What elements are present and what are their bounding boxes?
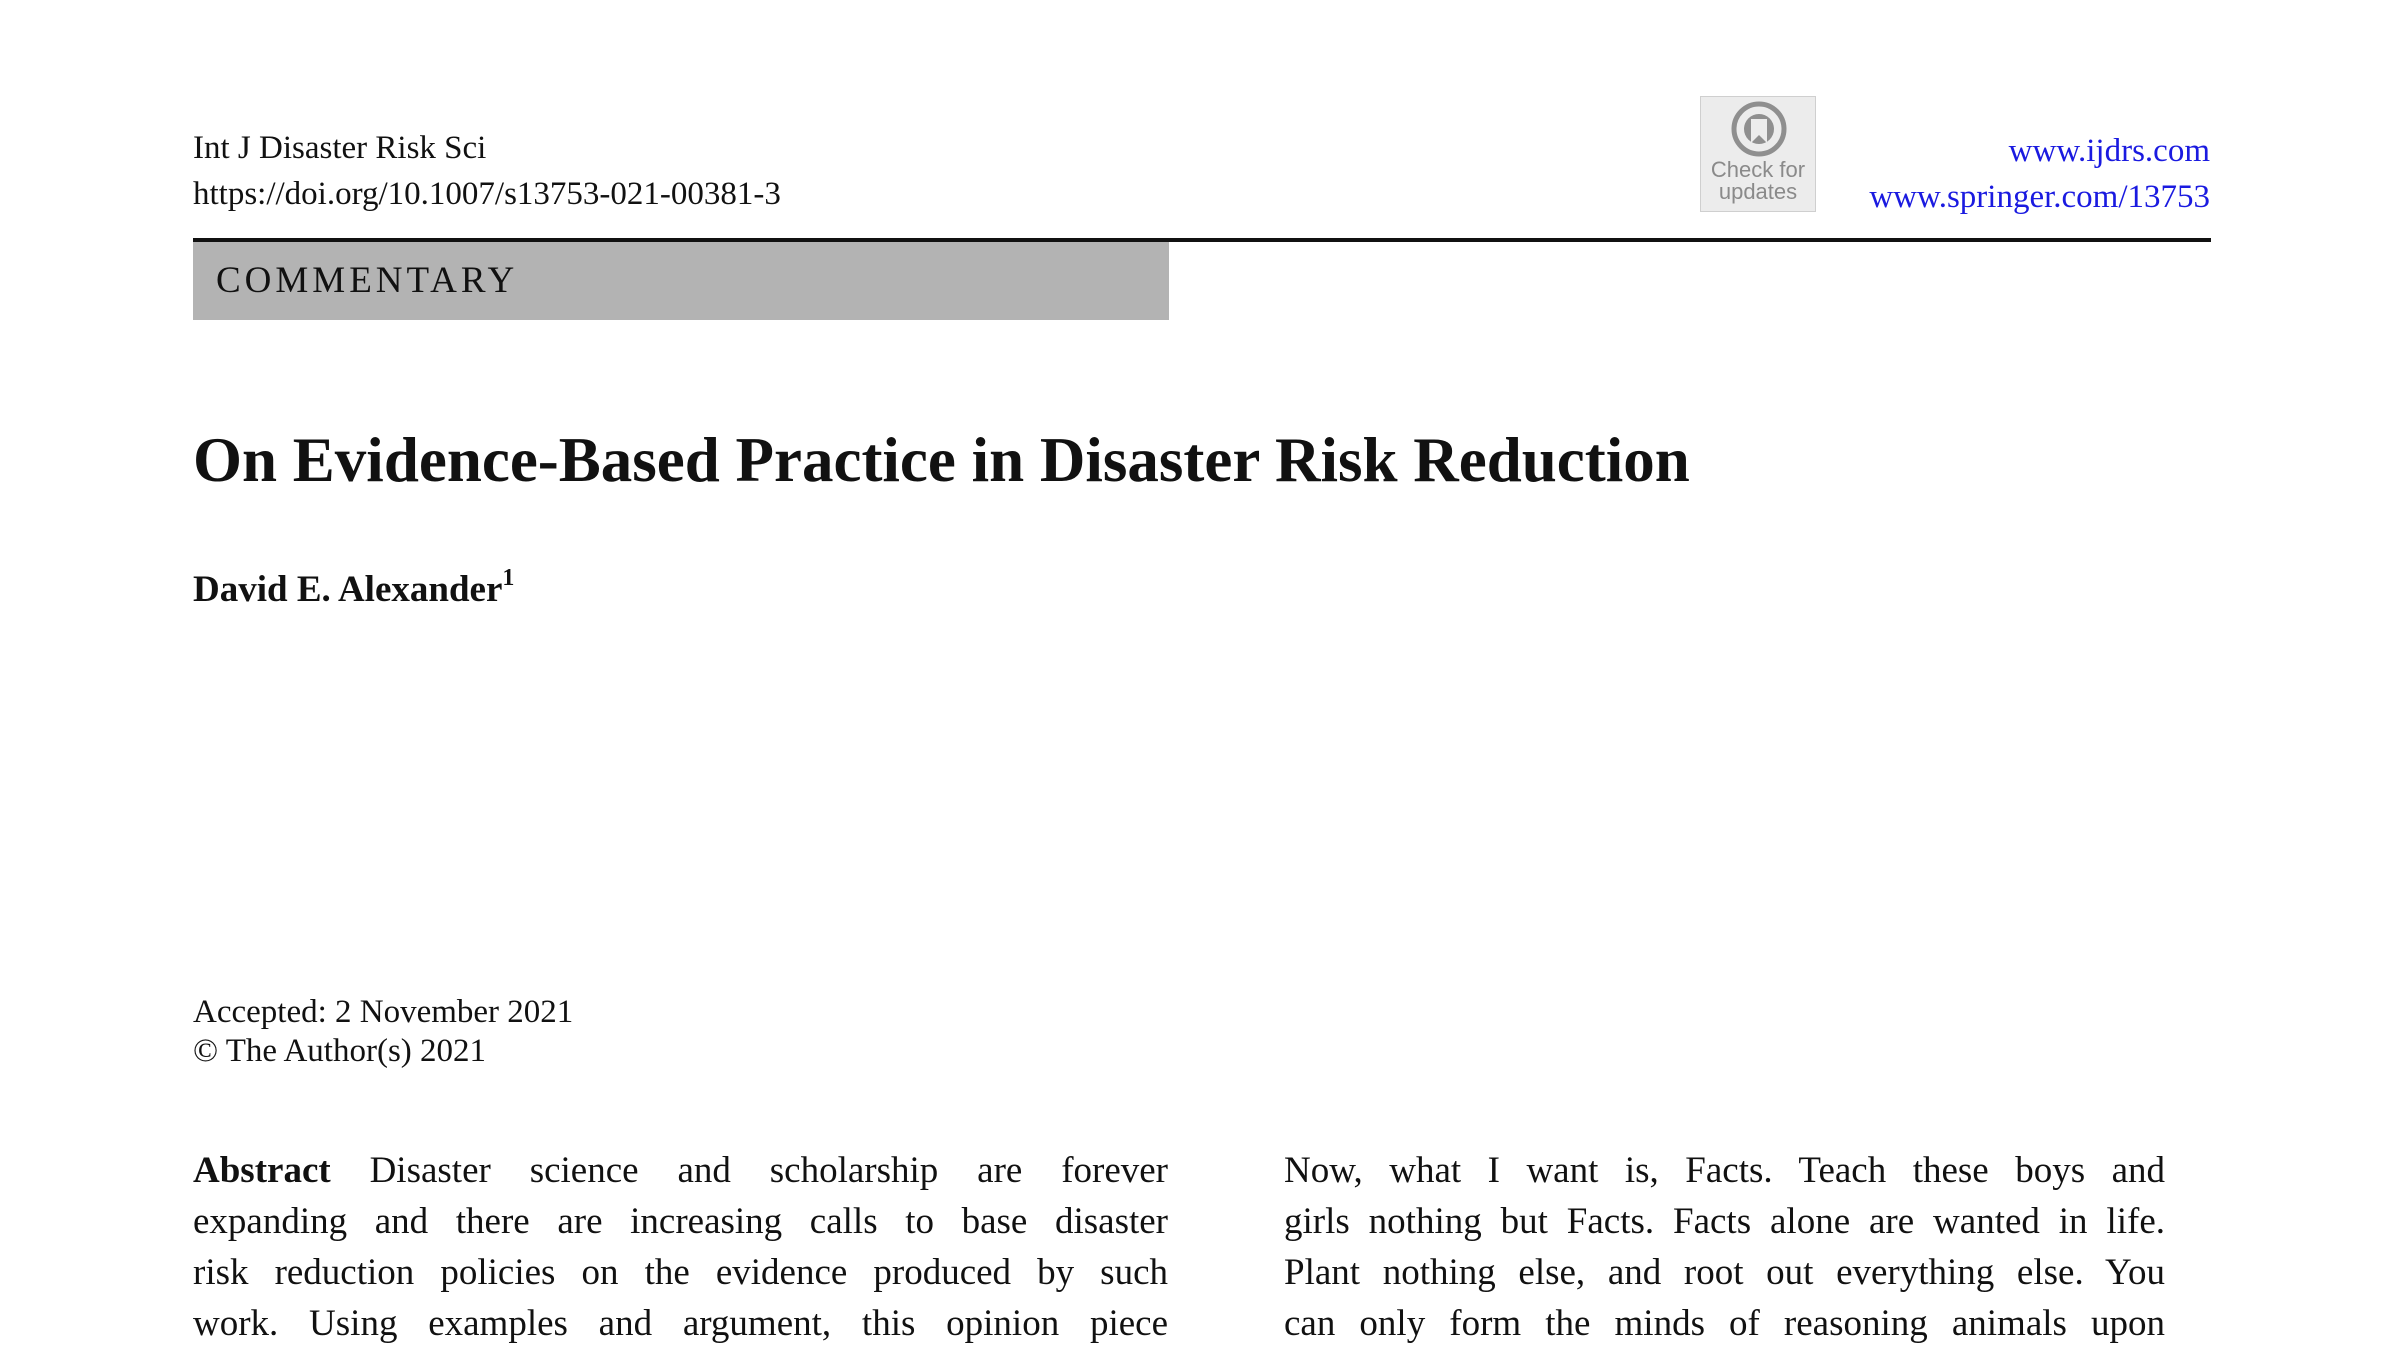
body-line: Plant nothing else, and root out everything else. You bbox=[1284, 1252, 2165, 1293]
ijdrs-link[interactable]: www.ijdrs.com bbox=[2008, 133, 2210, 169]
body-line: Now, what I want is, Facts. Teach these boys and bbox=[1284, 1150, 2165, 1191]
abstract-line: expanding and there are increasing calls to base disaster bbox=[193, 1201, 1168, 1242]
author-name: David E. Alexander bbox=[193, 569, 503, 610]
section-label: COMMENTARY bbox=[216, 260, 519, 301]
journal-name: Int J Disaster Risk Sci bbox=[193, 130, 487, 166]
check-for-updates-label: Check for updates bbox=[1710, 157, 1806, 204]
section-band bbox=[193, 242, 1169, 320]
author-line bbox=[193, 566, 514, 614]
body-line: girls nothing but Facts. Facts alone are wanted in life. bbox=[1284, 1201, 2165, 1242]
springer-link[interactable]: www.springer.com/13753 bbox=[1869, 179, 2210, 215]
body-column-right bbox=[1284, 1145, 2165, 1349]
journal-links bbox=[1869, 128, 2210, 220]
affiliation-mark[interactable]: 1 bbox=[502, 565, 515, 591]
abstract-line: Abstract Disaster science and scholarship are forever bbox=[193, 1150, 1168, 1191]
abstract-label: Abstract bbox=[193, 1150, 331, 1191]
abstract-column bbox=[193, 1145, 1168, 1349]
copyright-notice: © The Author(s) 2021 bbox=[193, 1033, 487, 1069]
abstract-line: risk reduction policies on the evidence produced by such bbox=[193, 1252, 1168, 1293]
article-title: On Evidence-Based Practice in Disaster Risk Reduction bbox=[193, 425, 1690, 495]
abstract-line: work. Using examples and argument, this opinion piece bbox=[193, 1303, 1168, 1344]
accepted-date: Accepted: 2 November 2021 bbox=[193, 994, 574, 1030]
check-for-updates-button[interactable] bbox=[1700, 96, 1816, 212]
crossmark-icon bbox=[1731, 101, 1787, 157]
doi-text: https://doi.org/10.1007/s13753-021-00381-3 bbox=[193, 176, 781, 212]
body-line: can only form the minds of reasoning animals upon bbox=[1284, 1303, 2165, 1344]
